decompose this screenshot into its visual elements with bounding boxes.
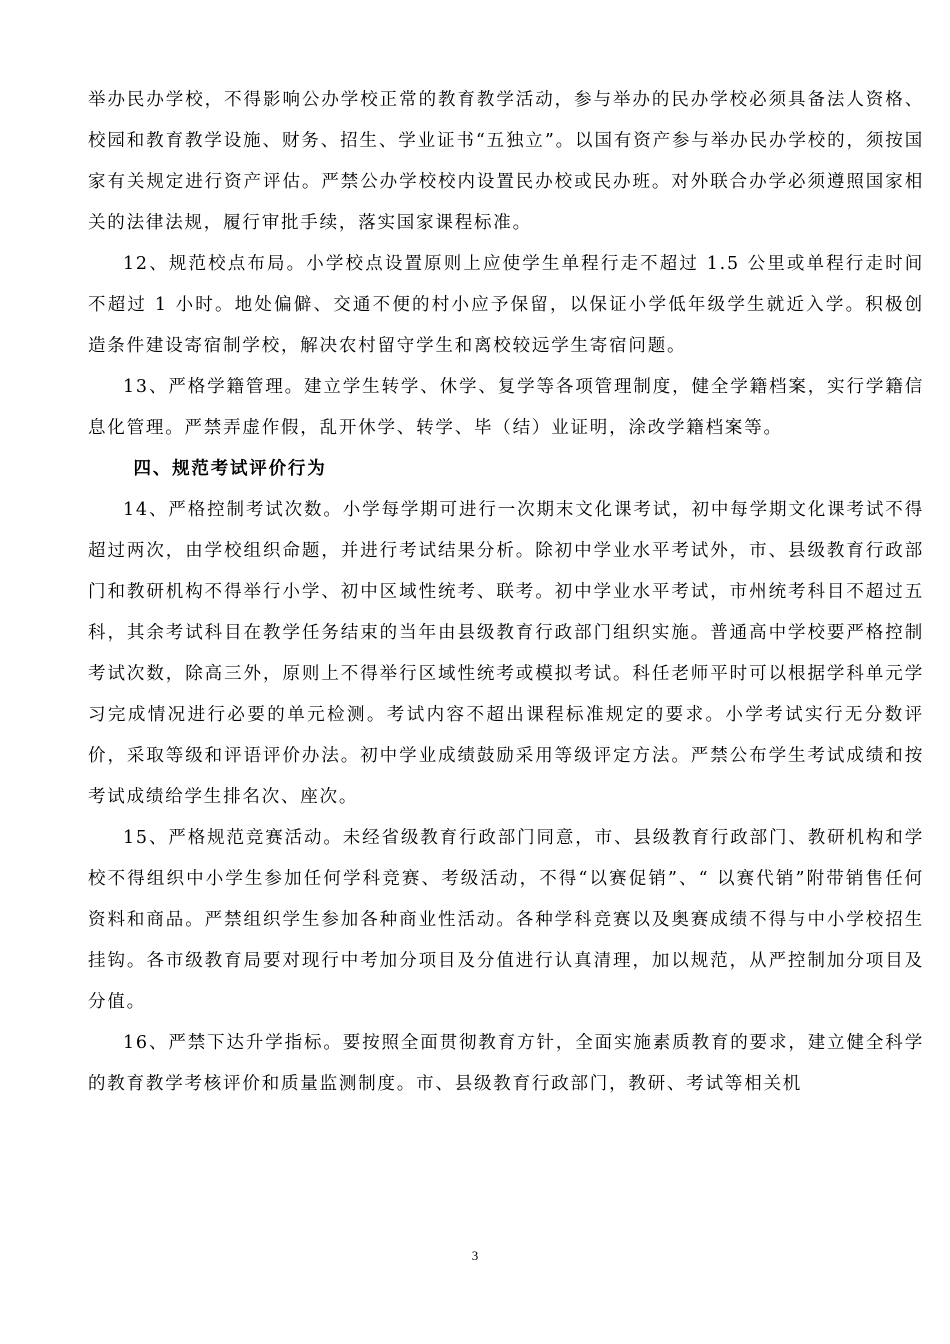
paragraph-item-13: 13、严格学籍管理。建立学生转学、休学、复学等各项管理制度，健全学籍档案，实行学籍信息化管理。严禁弄虚作假，乱开休学、转学、毕（结）业证明，涂改学籍档案等。 — [88, 377, 924, 438]
paragraph-item-14: 14、严格控制考试次数。小学每学期可进行一次期末文化课考试，初中每学期文化课考试不得超过两次，由学校组织命题，并进行考试结果分析。除初中学业水平考试外，市、县级教育行政部门和教研机构不得举行小学、初中区域性统考、联考。初中学业水平考试，市州统考科目不超过五科，其余考试科目在教学任务结束的当年由县级教育行政部门组织实施。普通高中学校要严格控制考试次数，除高三外，原则上不得举行区域性统考或模拟考试。科任老师平时可以根据学科单元学习完成情况进行必要的单元检测。考试内容不超出课程标准规定的要求。小学考试实行无分数评价，采取等级和评语评价办法。初中学业成绩鼓励采用等级评定方法。严禁公布学生考试成绩和按考试成绩给学生排名次、座次。 — [88, 500, 924, 807]
paragraph-item-15: 15、严格规范竞赛活动。未经省级教育行政部门同意，市、县级教育行政部门、教研机构和学校不得组织中小学生参加任何学科竞赛、考级活动，不得“以赛促销”、“ 以赛代销”附带销售任何资料和商品。严禁组织学生参加各种商业性活动。各种学科竞赛以及奥赛成绩不得与中小学校招生挂钩。各市级教育局要对现行中考加分项目及分值进行认真清理，加以规范，从严控制加分项目及分值。 — [88, 828, 924, 1012]
section-heading: 四、规范考试评价行为 — [133, 459, 327, 479]
document-page — [88, 80, 924, 1105]
page-number: 3 — [471, 1248, 479, 1263]
paragraph-item-16: 16、严禁下达升学指标。要按照全面贯彻教育方针，全面实施素质教育的要求，建立健全科学的教育教学考核评价和质量监测制度。市、县级教育行政部门，教研、考试等相关机 — [88, 1033, 924, 1094]
paragraph-item-12: 12、规范校点布局。小学校点设置原则上应使学生单程行走不超过 1.5 公里或单程行走时间不超过 1 小时。地处偏僻、交通不便的村小应予保留，以保证小学低年级学生就近入学。积极创造条件建设寄宿制学校，解决农村留守学生和离校较远学生寄宿问题。 — [88, 254, 924, 356]
paragraph-continuation: 举办民办学校，不得影响公办学校正常的教育教学活动，参与举办的民办学校必须具备法人资格、校园和教育教学设施、财务、招生、学业证书“五独立”。以国有资产参与举办民办学校的，须按国家有关规定进行资产评估。严禁公办学校校内设置民办校或民办班。对外联合办学必须遵照国家相关的法律法规，履行审批手续，落实国家课程标准。 — [88, 90, 924, 233]
